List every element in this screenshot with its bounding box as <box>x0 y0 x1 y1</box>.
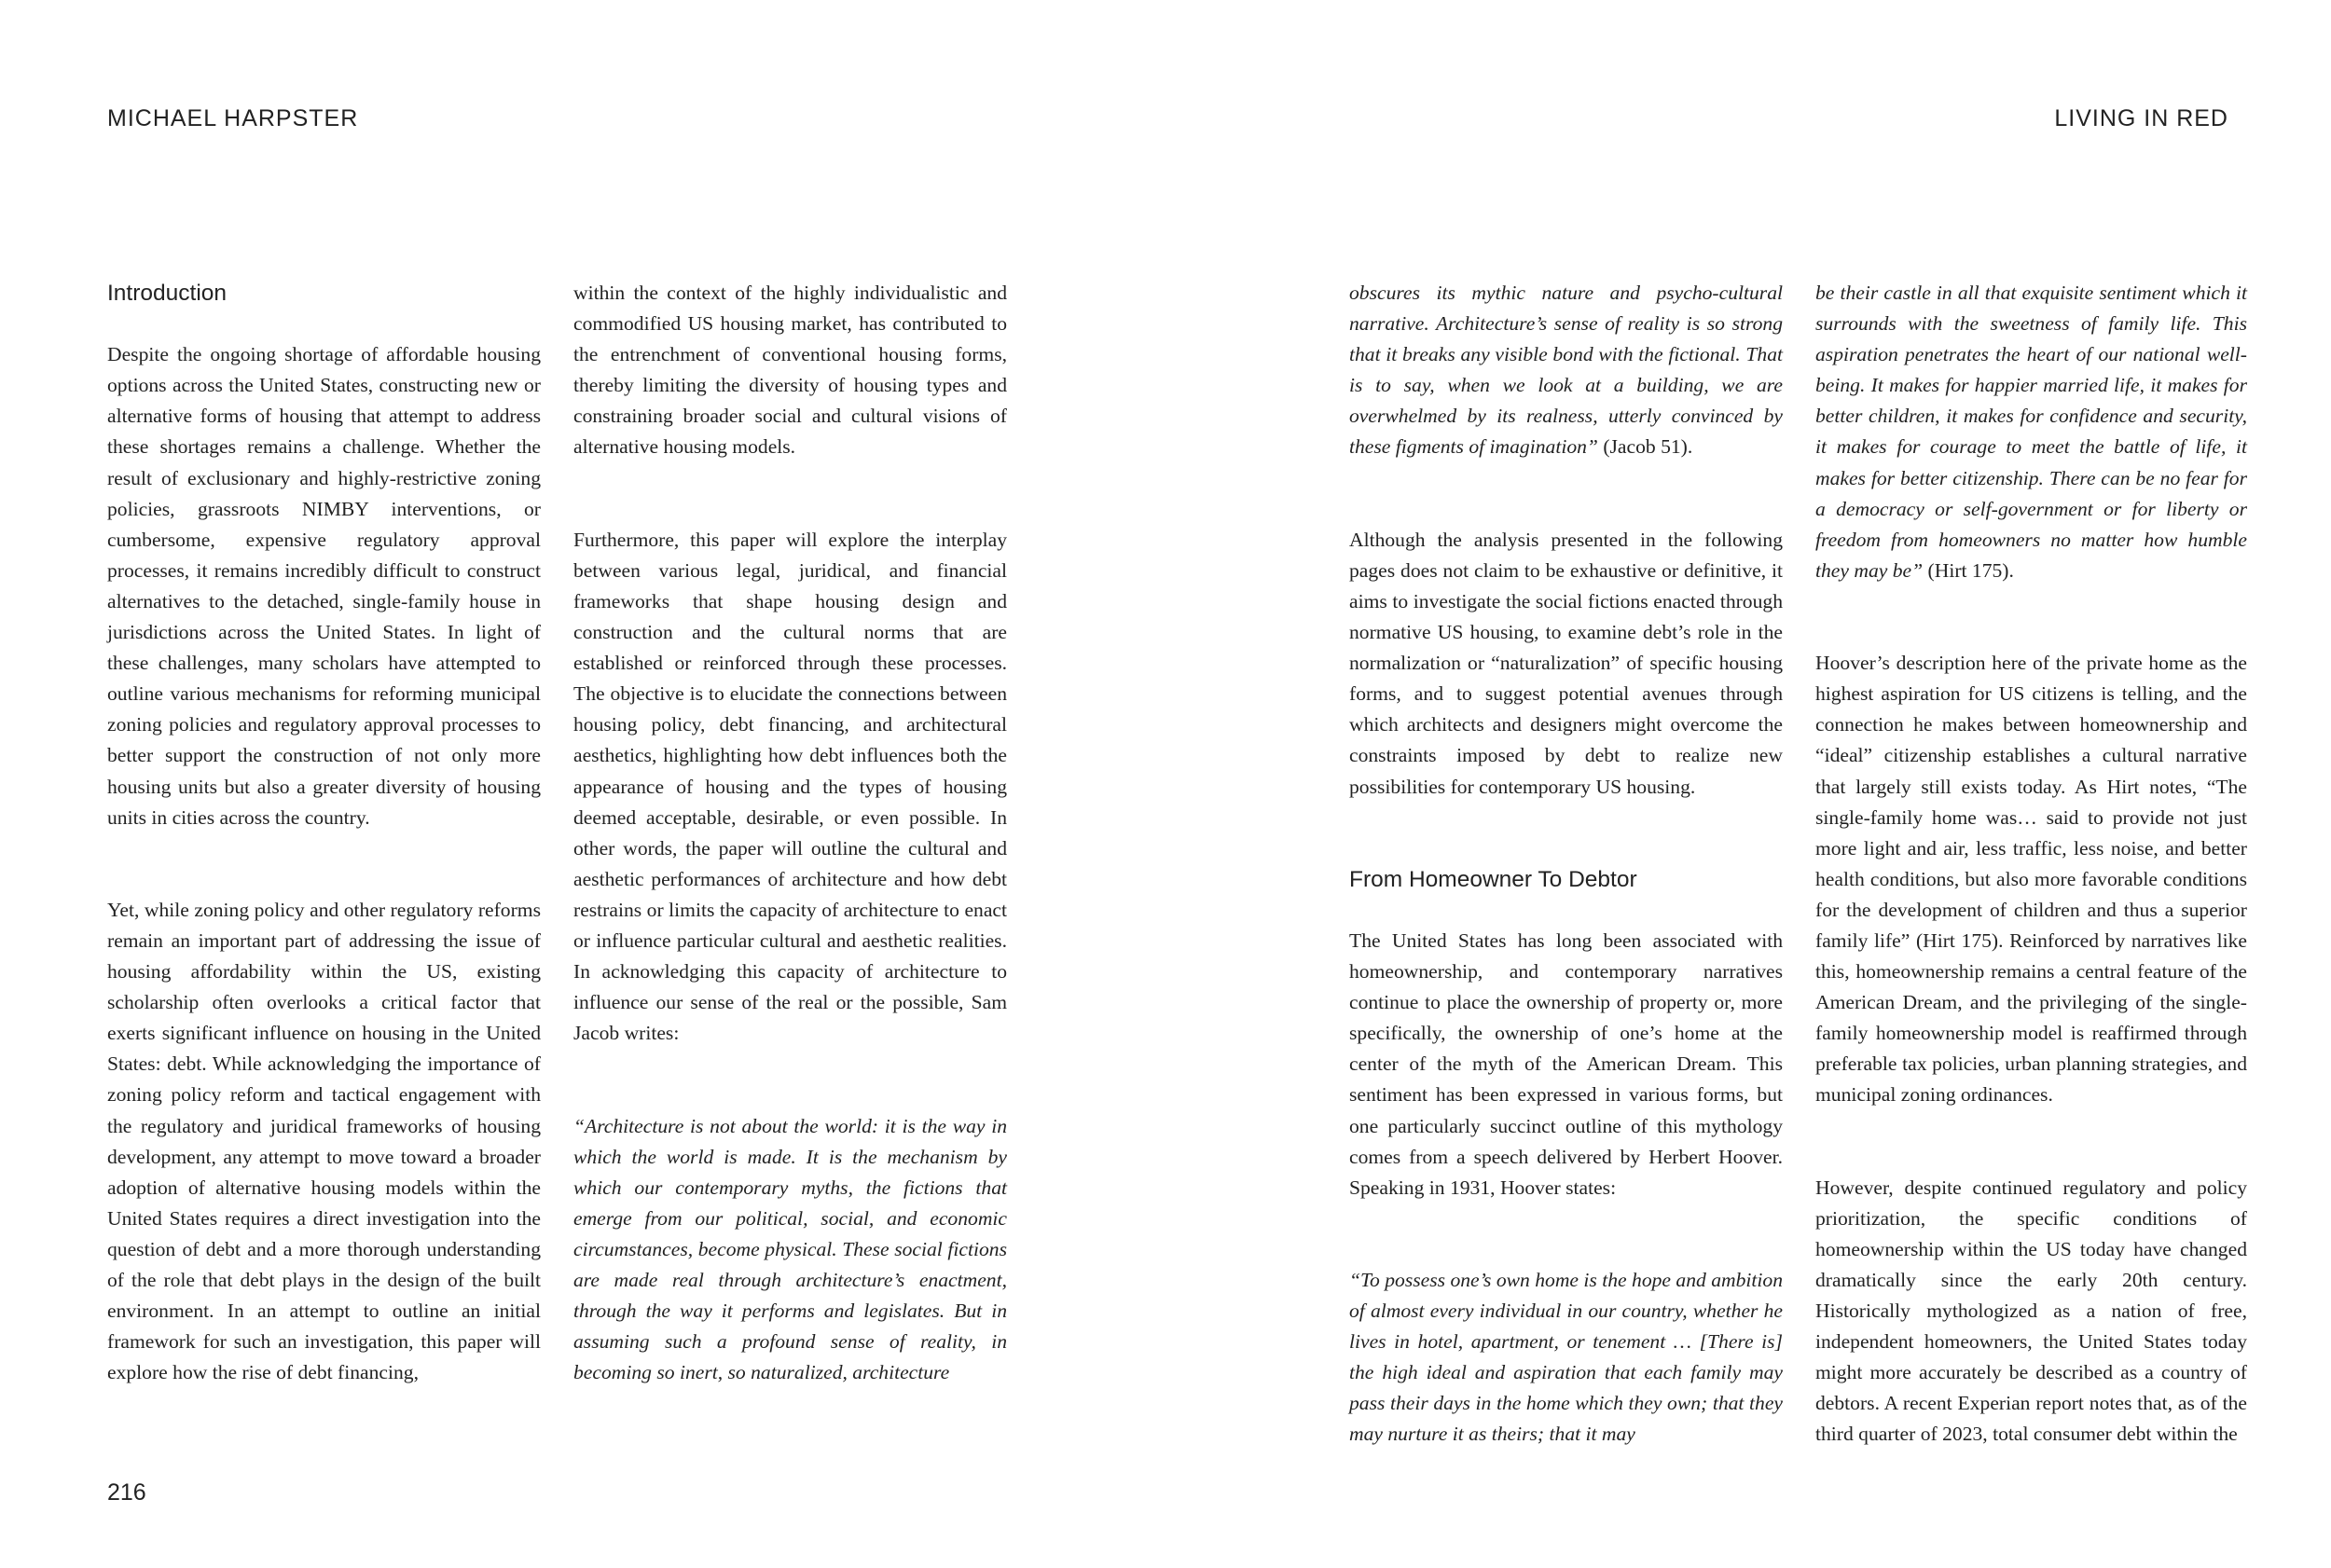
left-column-1 <box>107 278 541 1388</box>
right-column-1 <box>1349 278 1783 1451</box>
section-heading: From Homeowner To Debtor <box>1349 866 1637 892</box>
quote-citation: (Hirt 175). <box>1923 558 2014 582</box>
paragraph: within the context of the highly individualistic and commodified US housing market, has contributed to the entrenchment of conventional housing forms, thereby limiting the diversity of housing types and constraining broader social and cultural visions of alternative housing models. <box>573 282 1007 459</box>
jacob-block-quote: “Architecture is not about the world: it is the way in which the world is made. It is the mechanism by which our contemporary myths, the fictions that emerge from our political, social, and economic circumstances, become physical. These social fictions are made real through architecture’s enactment, through the way it performs and legislates. But in assuming such a profound sense of reality, in becoming so inert, so naturalized, architecture <box>573 1114 1007 1384</box>
paragraph: Yet, while zoning policy and other regulatory reforms remain an important part of addressing the issue of housing affordability within the US, existing scholarship often overlooks a critical factor that exerts significant influence on housing in the United States: debt. While acknowledging the importance of zoning policy reform and tactical engagement with the regulatory and juridical frameworks of housing development, any attempt to move toward a broader adoption of alternative housing models within the United States requires a direct investigation into the question of debt and a more thorough understanding of the role that debt plays in the design of the built environment. In an attempt to outline an initial framework for such an investigation, this paper will explore how the rise of debt financing, <box>107 898 541 1384</box>
left-column-2 <box>573 278 1007 1388</box>
quote-text: be their castle in all that exquisite sentiment which it surrounds with the sweetness of family life. This aspiration penetrates the heart of our national well-being. It makes for happier married life, it makes for better children, it makes for confidence and security, it makes for courage to meet the battle of life, it makes for better citizenship. There can be no fear for a democracy or self-government or for liberty or freedom from homeowners no matter how humble they may be” <box>1815 282 2247 582</box>
paragraph: Hoover’s description here of the private home as the highest aspiration for US citizens is telling, and the connection he makes between homeownership and “ideal” citizenship establishes a cultural narrative that largely still exists today. As Hirt notes, “The single-family home was… said to provide not just more light and air, less traffic, less noise, and better health conditions, but also more favorable conditions for the development of children and thus a superior family life” (Hirt 175). Reinforced by narratives like this, homeownership remains a central feature of the American Dream, and the privileging of the single-family homeownership model is reaffirmed through preferable tax policies, urban planning strategies, and municipal zoning ordinances. <box>1815 652 2247 1107</box>
jacob-block-quote-continued <box>1349 278 1783 463</box>
paragraph: Furthermore, this paper will explore the interplay between various legal, juridical, and financial frameworks that shape housing design and construction and the cultural norms that are established or reinforced through these processes. The objective is to elucidate the connections between housing policy, debt financing, and architectural aesthetics, highlighting how debt influences both the appearance of housing and the types of housing deemed acceptable, desirable, or even possible. In other words, the paper will outline the cultural and aesthetic performances of architecture and how debt restrains or limits the capacity of architecture to enact or influence particular cultural and aesthetic realities. In acknowledging this capacity of architecture to influence our sense of the real or the possible, Sam Jacob writes: <box>573 528 1007 1045</box>
paragraph: The United States has long been associated with homeownership, and contemporary narratives continue to place the ownership of property or, more specifically, the ownership of one’s home at the center of the myth of the American Dream. This sentiment has been expressed in various forms, but one particularly succinct outline of this mythology comes from a speech delivered by Herbert Hoover. Speaking in 1931, Hoover states: <box>1349 928 1783 1199</box>
introduction-heading: Introduction <box>107 281 228 306</box>
hoover-block-quote: “To possess one’s own home is the hope and ambition of almost every individual in our country, whether he lives in hotel, apartment, or tenement … [There is] the high ideal and aspiration that each family may pass their days in the home which they own; that they may nurture it as theirs; that it may <box>1349 1269 1783 1446</box>
paragraph: However, despite continued regulatory and policy prioritization, the specific conditions of homeownership within the US today have changed dramatically since the early 20th century. Historically mythologized as a nation of free, independent homeowners, the United States today might more accurately be described as a country of debtors. A recent Experian report notes that, as of the third quarter of 2023, total consumer debt within the <box>1815 1176 2247 1446</box>
paragraph: Although the analysis presented in the following pages does not claim to be exhaustive or definitive, it aims to investigate the social fictions enacted through normative US housing, to examine debt’s role in the normalization or “naturalization” of specific housing forms, and to suggest potential avenues through which architects and designers might overcome the constraints imposed by debt to realize new possibilities for contemporary US housing. <box>1349 528 1783 798</box>
page-number: 216 <box>107 1479 146 1506</box>
hoover-block-quote-continued <box>1815 278 2247 586</box>
right-column-2 <box>1815 278 2247 1451</box>
quote-text: obscures its mythic nature and psycho-cultural narrative. Architecture’s sense of reality is so strong that it breaks any visible bond with the fictional. That is to say, when we look at a building, we are overwhelmed by its realness, utterly convinced by these figments of imagination” <box>1349 282 1783 459</box>
quote-citation: (Jacob 51). <box>1597 435 1693 459</box>
left-running-head: MICHAEL HARPSTER <box>107 105 359 131</box>
paragraph: Despite the ongoing shortage of affordable housing options across the United States, constructing new or alternative forms of housing that attempt to address these shortages remains a challenge. Whether the result of exclusionary and highly-restrictive zoning policies, grassroots NIMBY interventions, or cumbersome, expensive regulatory approval processes, it remains incredibly difficult to construct alternatives to the detached, single-family house in jurisdictions across the United States. In light of these challenges, many scholars have attempted to outline various mechanisms for reforming municipal zoning policies and regulatory approval processes to better support the construction of not only more housing units but also a greater diversity of housing units in cities across the country. <box>107 343 541 829</box>
right-running-head: LIVING IN RED <box>2054 105 2228 131</box>
